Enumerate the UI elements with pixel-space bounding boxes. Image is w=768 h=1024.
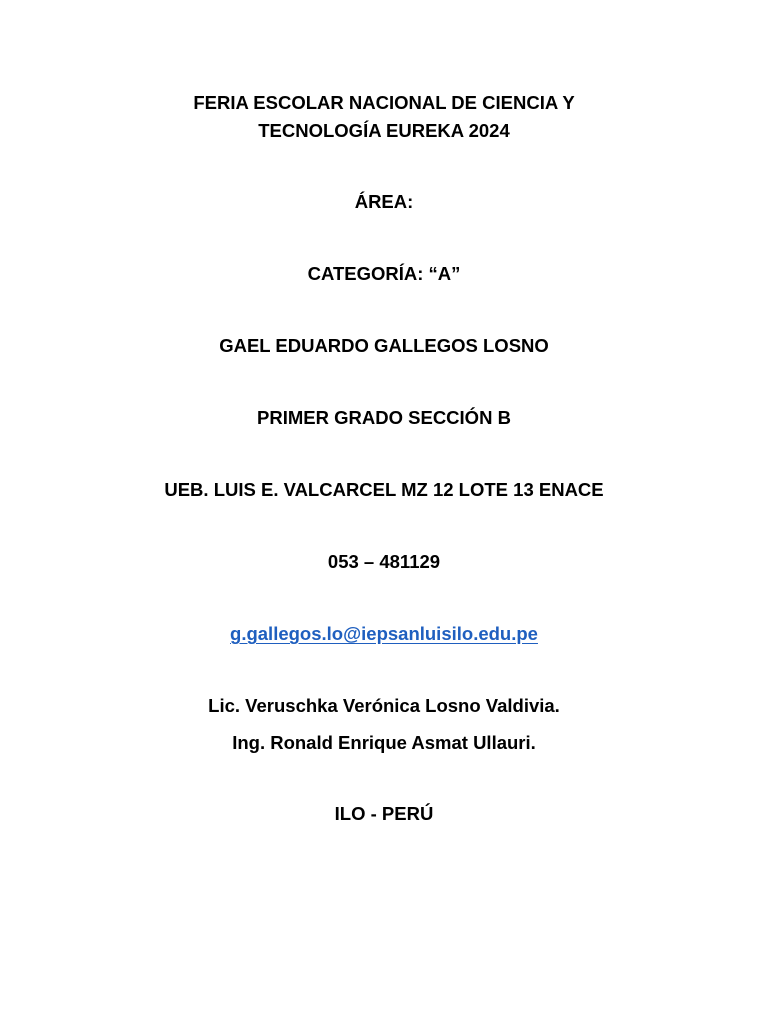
document-title xyxy=(0,89,768,145)
advisor-1: Lic. Veruschka Verónica Losno Valdivia. xyxy=(208,695,560,716)
email-line xyxy=(0,620,768,648)
grade-section: PRIMER GRADO SECCIÓN B xyxy=(257,407,511,428)
phone-number: 053 – 481129 xyxy=(327,551,441,572)
location: ILO - PERÚ xyxy=(334,803,434,824)
advisor-2: Ing. Ronald Enrique Asmat Ullauri. xyxy=(232,732,536,753)
category-label: CATEGORÍA: “A” xyxy=(307,263,461,284)
school-address: UEB. LUIS E. VALCARCEL MZ 12 LOTE 13 ENACE xyxy=(164,479,604,500)
title-line-1: FERIA ESCOLAR NACIONAL DE CIENCIA Y xyxy=(193,92,575,113)
email-link[interactable]: g.gallegos.lo@iepsanluisilo.edu.pe xyxy=(230,623,538,644)
area-label: ÁREA: xyxy=(354,191,414,212)
title-line-2: TECNOLOGÍA EUREKA 2024 xyxy=(258,120,510,141)
student-name: GAEL EDUARDO GALLEGOS LOSNO xyxy=(219,335,549,356)
